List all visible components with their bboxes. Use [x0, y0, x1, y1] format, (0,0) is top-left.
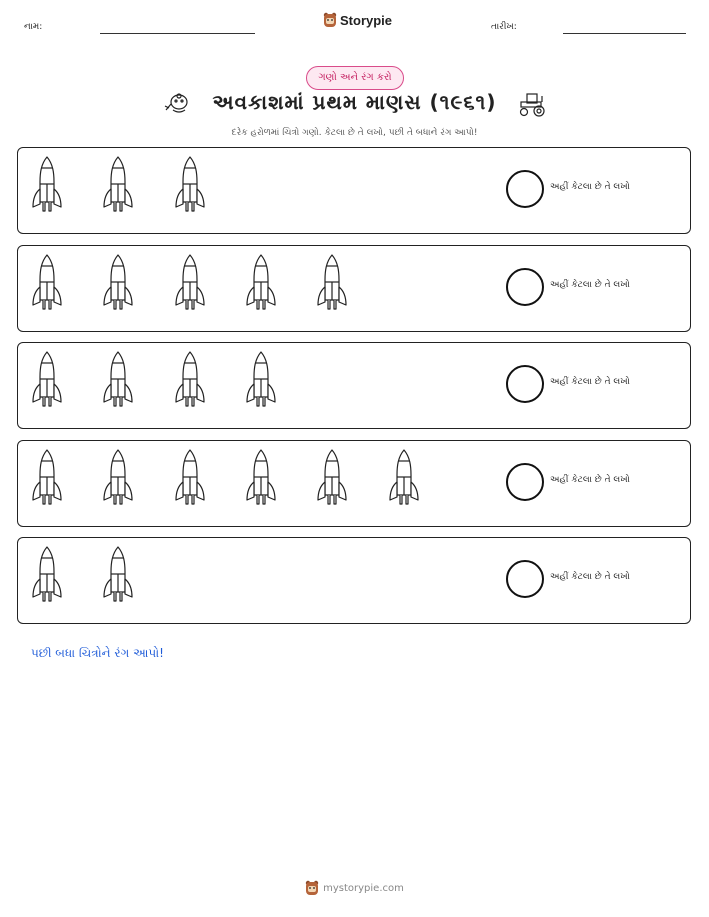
- page-title: અવકાશમાં પ્રથમ માણસ (૧૯૬૧): [212, 90, 497, 114]
- answer-circle[interactable]: [506, 560, 544, 598]
- rocket-icon: [101, 448, 135, 512]
- instructions: દરેક હરોળમાં ચિત્રો ગણો. કેટલા છે તે લખો, પછી તે બધાને રંગ આપો!: [231, 128, 478, 138]
- answer-label: અહીં કેટલા છે તે લખો: [550, 279, 630, 290]
- date-label: તારીખ:: [491, 22, 517, 32]
- answer-label: અહીં કેટલા છે તે લખો: [550, 182, 630, 192]
- answer-circle[interactable]: [506, 170, 544, 208]
- count-row: [17, 245, 691, 332]
- rocket-icon: [30, 448, 64, 512]
- rocket-icon: [173, 155, 207, 219]
- bear-logo-icon: [323, 12, 337, 28]
- name-label: નામ:: [24, 22, 43, 32]
- rocket-icon: [101, 155, 135, 219]
- count-row: [17, 440, 691, 527]
- storypie-logo: [323, 12, 392, 28]
- rocket-icon: [244, 448, 278, 512]
- rocket-icon: [173, 350, 207, 414]
- site-url: mystorypie.com: [323, 882, 404, 894]
- rocket-icon: [244, 350, 278, 414]
- rocket-icon: [387, 448, 421, 512]
- rocket-icon: [101, 545, 135, 609]
- date-field[interactable]: [563, 33, 686, 34]
- rocket-icon: [30, 350, 64, 414]
- answer-label: અહીં કેટલા છે તે લખો: [550, 377, 630, 388]
- name-field[interactable]: [100, 33, 255, 34]
- site-footer: [0, 880, 709, 896]
- bear-logo-icon: [305, 880, 319, 896]
- rocket-icon: [173, 448, 207, 512]
- answer-circle[interactable]: [506, 463, 544, 501]
- rocket-icon: [101, 350, 135, 414]
- worksheet-header: [0, 0, 709, 50]
- count-row: [17, 342, 691, 429]
- rocket-icon: [315, 253, 349, 317]
- rocket-icon: [101, 253, 135, 317]
- answer-label: અહીં કેટલા છે તે લખો: [550, 572, 630, 583]
- brand-name: Storypie: [340, 12, 393, 28]
- rocket-icon: [315, 448, 349, 512]
- rocket-icon: [30, 545, 64, 609]
- count-row: [17, 147, 691, 234]
- rocket-icon: [30, 253, 64, 317]
- count-row: [17, 537, 691, 624]
- answer-label: અહીં કેટલા છે તે લખો: [550, 474, 630, 485]
- activity-badge: ગણો અને રંગ કરો: [306, 66, 404, 90]
- rocket-icon: [30, 155, 64, 219]
- rocket-icon: [244, 253, 278, 317]
- footer-note: પછી બધા ચિત્રોને રંગ આપો!: [31, 646, 164, 660]
- answer-circle[interactable]: [506, 268, 544, 306]
- rocket-icon: [173, 253, 207, 317]
- answer-circle[interactable]: [506, 365, 544, 403]
- tractor-icon: [517, 90, 547, 118]
